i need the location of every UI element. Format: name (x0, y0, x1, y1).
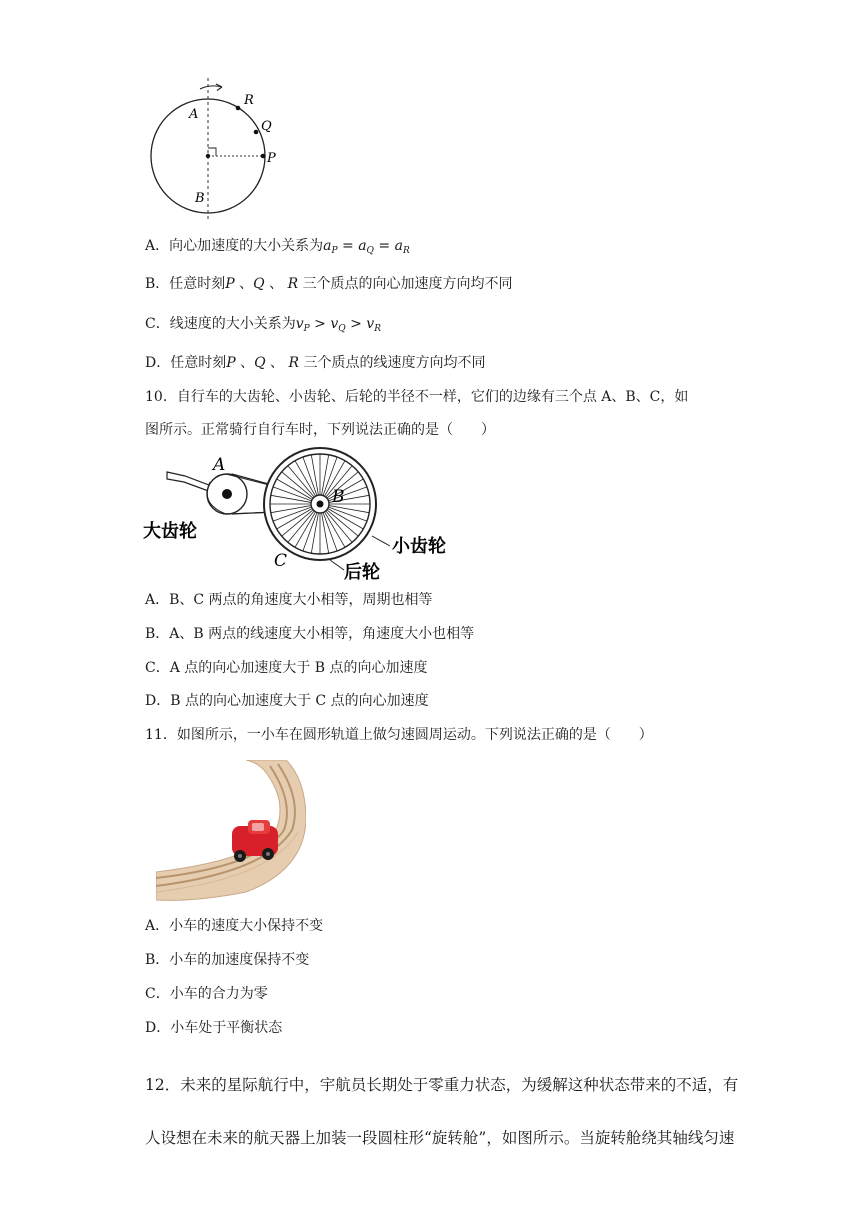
q10-stem-line2: 图所示。正常骑行自行车时，下列说法正确的是（ ） (145, 422, 495, 438)
q12-line2: 人设想在未来的航天器上加装一段圆柱形“旋转舱”，如图所示。当旋转舱绕其轴线匀速 (145, 1129, 735, 1147)
red-toy-car (232, 820, 278, 862)
label-Q: Q (261, 119, 272, 134)
q11-option-B: B．小车的加速度保持不变 (145, 952, 310, 968)
label-big-gear: 大齿轮 (143, 521, 197, 542)
q10-stem-line1: 10．自行车的大齿轮、小齿轮、后轮的半径不一样，它们的边缘有三个点 A、B、C，如 (145, 389, 689, 405)
fig-label-C: C (274, 551, 288, 571)
fig-label-B: B (332, 487, 345, 507)
small-gear-hub (317, 501, 324, 508)
label-P: P (267, 151, 276, 166)
label-A: A (189, 107, 199, 122)
q10-option-D: D．B 点的向心加速度大于 C 点的向心加速度 (145, 693, 429, 709)
fig-label-A: A (213, 455, 226, 475)
rotation-arrow-icon (200, 86, 222, 89)
q9-option-C: C．线速度的大小关系为$v_P > v_Q > v_R$ (145, 316, 381, 334)
label-B: B (195, 191, 205, 206)
q11-stem: 11．如图所示，一小车在圆形轨道上做匀速圆周运动。下列说法正确的是（ ） (145, 727, 653, 743)
point-R (236, 106, 241, 111)
q9-option-D: D．任意时刻P 、Q 、 R 三个质点的线速度方向均不同 (145, 355, 486, 371)
q10-option-B: B．A、B 两点的线速度大小相等，角速度大小也相等 (145, 626, 475, 642)
q10-option-C: C．A 点的向心加速度大于 B 点的向心加速度 (145, 660, 428, 676)
q11-option-D: D．小车处于平衡状态 (145, 1020, 283, 1036)
center-point (206, 154, 210, 158)
label-rear-wheel: 后轮 (344, 562, 380, 583)
q11-option-C: C．小车的合力为零 (145, 986, 268, 1002)
big-gear-hub (222, 489, 232, 499)
q11-option-A: A．小车的速度大小保持不变 (145, 918, 324, 934)
q12-line1: 12．未来的星际航行中，宇航员长期处于零重力状态，为缓解这种状态带来的不适，有 (145, 1076, 739, 1094)
point-Q (254, 130, 259, 135)
toy-car-track-photo (156, 760, 306, 902)
q10-option-A: A．B、C 两点的角速度大小相等，周期也相等 (145, 592, 433, 608)
q9-option-A: A．向心加速度的大小关系为$a_P = a_Q = a_R$ (145, 238, 410, 256)
q9-option-B: B．任意时刻P 、Q 、 R 三个质点的向心加速度方向均不同 (145, 276, 513, 292)
label-R: R (244, 93, 254, 108)
point-P (261, 154, 266, 159)
label-small-gear: 小齿轮 (392, 536, 446, 557)
bicycle-gear-figure (140, 444, 470, 586)
rotating-circle-figure (140, 72, 300, 222)
